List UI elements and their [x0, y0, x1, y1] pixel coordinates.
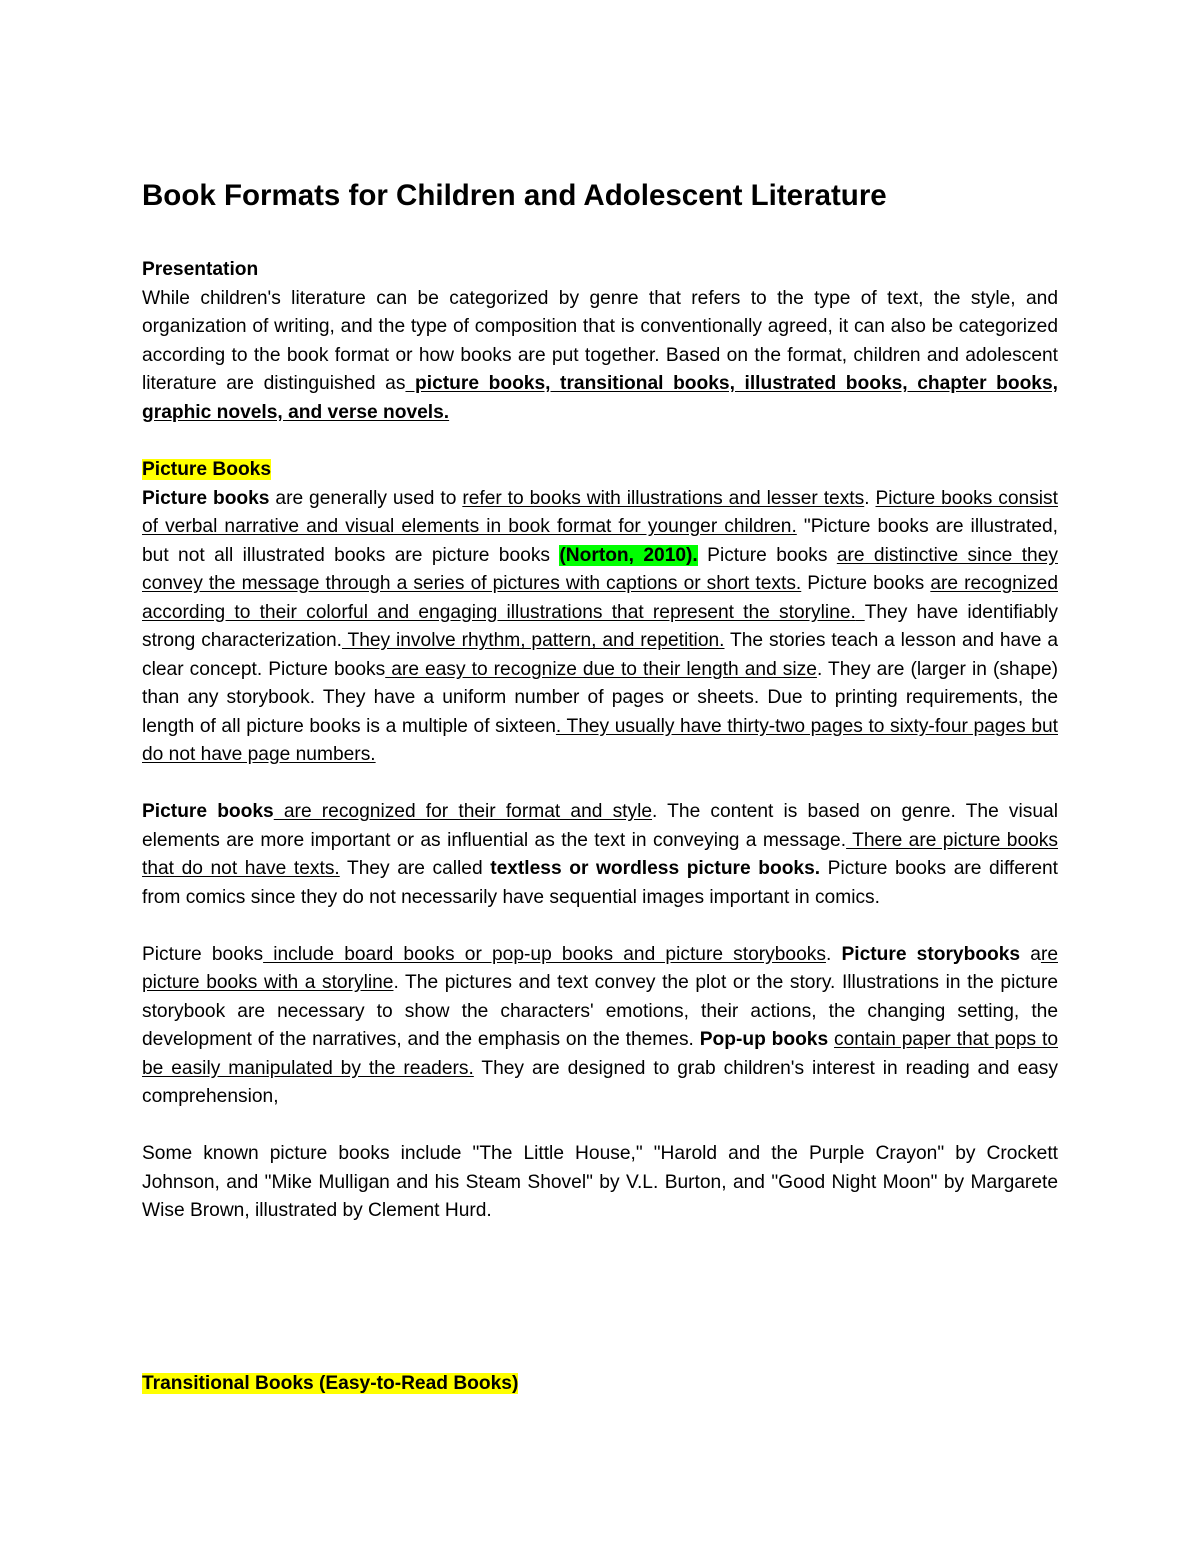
transitional-books-heading: Transitional Books (Easy-to-Read Books) [142, 1373, 519, 1394]
picture-books-paragraph-4: Some known picture books include "The Little House," "Harold and the Purple Crayon" by Crockett Johnson, and "Mike Mulligan and his Steam Shovel" by V.L. Burton, and "Good Night Moon" by Margarete Wise Brown, illustrated by Clement Hurd. [142, 1143, 1058, 1221]
citation-norton: (Norton, 2010). [559, 544, 698, 566]
presentation-paragraph: While children's literature can be categorized by genre that refers to the type of text, the style, and organization of writing, and the type of composition that is conventionally agreed, it can also be categorized according to the book format or how books are put together. Based on the format, children and adolescent literature are distinguished as picture books, transitional books, illustrated books, chapter books, graphic novels, and verse novels. [142, 287, 1058, 423]
picture-books-heading: Picture Books [142, 459, 272, 480]
picture-books-paragraph-3: Picture books include board books or pop-up books and picture storybooks. Picture storybooks are picture books with a storyline. The pictures and text convey the plot or the story. Illustrations in the picture storybook are necessary to show the characters' emotions, their actions, the changing setting, the development of the narratives, and the emphasis on the themes. Pop-up books contain paper that pops to be easily manipulated by the readers. They are designed to grab children's interest in reading and easy comprehension, [142, 943, 1059, 1107]
presentation-section [142, 256, 1058, 427]
presentation-heading: Presentation [142, 259, 259, 280]
document-title: Book Formats for Children and Adolescent Literature [142, 179, 887, 212]
transitional-books-section [142, 1370, 1058, 1399]
picture-books-paragraph-1: Picture books are generally used to refer to books with illustrations and lesser texts. Picture books consist of verbal narrative and visual elements in book format for younger children. "Picture books are illustrated, but not all illustrated books are picture books (Norton, 2010). Picture books are distinctive since they convey the message through a series of pictures with captions or short texts. Picture books are recognized according to their colorful and engaging illustrations that represent the storyline. They have identifiably strong characterization. They involve rhythm, pattern, and repetition. The stories teach a lesson and have a clear concept. Picture books are easy to recognize due to their length and size. They are (larger in (shape) than any storybook. They have a uniform number of pages or sheets. Due to printing requirements, the length of all picture books is a multiple of sixteen. They usually have thirty-two pages to sixty-four pages but do not have page numbers. [142, 487, 1059, 765]
picture-books-paragraph-2: Picture books are recognized for their format and style. The content is based on genre. The visual elements are more important or as influential as the text in conveying a message. There are picture books that do not have texts. They are called textless or wordless picture books. Picture books are different from comics since they do not necessarily have sequential images important in comics. [142, 801, 1058, 908]
format-list: picture books, transitional books, illustrated books, chapter books, graphic novels, and verse novels. [142, 373, 1058, 423]
picture-books-section [142, 456, 1058, 1226]
